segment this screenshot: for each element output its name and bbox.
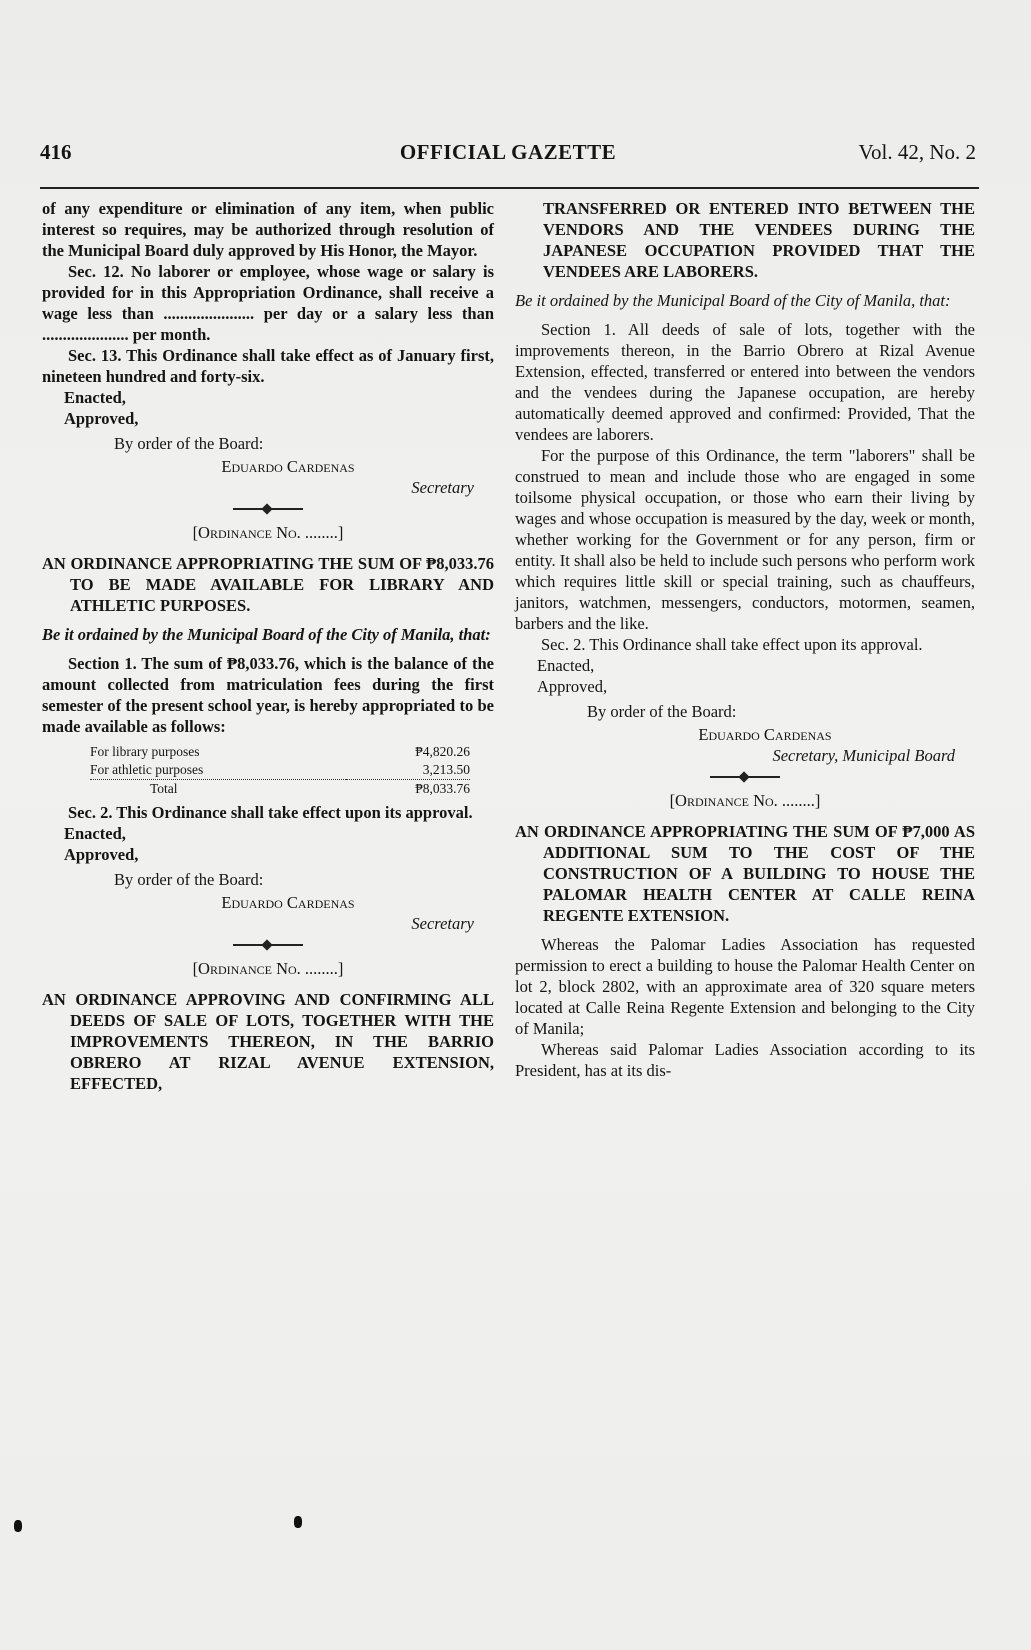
total-amount: ₱8,033.76 bbox=[346, 780, 470, 799]
approved-label: Approved, bbox=[64, 409, 139, 428]
page-number: 416 bbox=[40, 140, 72, 164]
row-amount: 3,213.50 bbox=[422, 762, 470, 777]
row-amount: ₱4,820.26 bbox=[415, 744, 470, 759]
volume-number: Vol. 42, No. 2 bbox=[858, 140, 976, 164]
ordinance-heading-continued: TRANSFERRED OR ENTERED INTO BETWEEN THE VENDORS AND THE VENDEES DURING THE JAPANESE OCCUPATION PROVIDED THAT THE VENDEES ARE LABORERS. bbox=[543, 199, 975, 281]
definition-paragraph: For the purpose of this Ordinance, the term "laborers" shall be construed to mean and include those who are engaged in some toilsome physical occupation, or those who earn their living by wages and whose occupation is measured by the day, week or month, whether working for the Government or for any person, firm or entity. It shall also be held to include such persons who perform work which requires little skill or special training, such as chauffeurs, janitors, watchmen, messengers, conductors, motormen, seamen, barbers and the like. bbox=[515, 446, 975, 633]
header-rule bbox=[40, 187, 979, 189]
signatory-name: Eduardo Cardenas bbox=[221, 893, 355, 912]
paragraph: of any expenditure or elimination of any item, when public interest so requires, may be authorized through resolution of the Municipal Board duly approved by His Honor, the Mayor. bbox=[42, 199, 494, 260]
approved-label: Approved, bbox=[537, 677, 608, 696]
table-row bbox=[90, 761, 470, 780]
ordinance-heading: AN ORDINANCE APPROVING AND CONFIRMING ALL DEEDS OF SALE OF LOTS, TOGETHER WITH THE IMPROVEMENTS THEREON, IN THE BARRIO OBRERO AT RIZAL AVENUE EXTENSION, EFFECTED, bbox=[42, 990, 494, 1093]
right-column bbox=[515, 198, 975, 1081]
total-row bbox=[90, 780, 470, 799]
ordained-clause: Be it ordained by the Municipal Board of the City of Manila, that: bbox=[42, 625, 491, 644]
enacted-label: Enacted, bbox=[537, 656, 595, 675]
signatory-title: Secretary bbox=[411, 478, 474, 497]
appropriation-table bbox=[90, 743, 470, 798]
ordinance-heading: AN ORDINANCE APPROPRIATING THE SUM OF ₱8,033.76 TO BE MADE AVAILABLE FOR LIBRARY AND ATHLETIC PURPOSES. bbox=[42, 554, 494, 615]
page-header bbox=[40, 140, 976, 174]
by-order-line: By order of the Board: bbox=[587, 702, 737, 721]
by-order-line: By order of the Board: bbox=[114, 434, 264, 453]
whereas-clause: Whereas the Palomar Ladies Association has requested permission to erect a building to house the Palomar Health Center on lot 2, block 2802, with an approximate area of 320 square meters located at Calle Reina Regente Extension and belonging to the City of Manila; bbox=[515, 935, 975, 1038]
section-1: Section 1. The sum of ₱8,033.76, which is the balance of the amount collected from matriculation fees during the first semester of the present school year, is hereby appropriated to be made available as follows: bbox=[42, 654, 494, 736]
enacted-label: Enacted, bbox=[64, 824, 126, 843]
whereas-clause: Whereas said Palomar Ladies Association according to its President, has at its dis- bbox=[515, 1040, 975, 1080]
signatory-title: Secretary, Municipal Board bbox=[772, 746, 955, 765]
section-13: Sec. 13. This Ordinance shall take effect as of January first, nineteen hundred and forty-six. bbox=[42, 346, 494, 386]
signatory-name: Eduardo Cardenas bbox=[221, 457, 355, 476]
row-label: For library purposes bbox=[90, 744, 200, 759]
publication-title: OFFICIAL GAZETTE bbox=[399, 140, 617, 164]
section-12: Sec. 12. No laborer or employee, whose wage or salary is provided for in this Appropriation Ordinance, shall receive a wage less than ...................... per day or a salary less than ..................... per month. bbox=[42, 262, 494, 344]
ordained-clause: Be it ordained by the Municipal Board of the City of Manila, that: bbox=[515, 291, 951, 310]
section-divider bbox=[233, 944, 303, 946]
by-order-line: By order of the Board: bbox=[114, 870, 264, 889]
left-column bbox=[42, 198, 494, 1094]
section-1: Section 1. All deeds of sale of lots, together with the improvements thereon, in the Barrio Obrero at Rizal Avenue Extension, effected, transferred or entered into between the vendors and the vendees during the Japanese occupation, are hereby automatically deemed approved and confirmed: Provided, That the vendees are laborers. bbox=[515, 320, 975, 444]
ordinance-number: [Ordinance No. ........] bbox=[192, 959, 344, 978]
punch-hole-mark bbox=[14, 1520, 22, 1532]
punch-hole-mark bbox=[294, 1516, 302, 1528]
ordinance-number: [Ordinance No. ........] bbox=[669, 791, 821, 810]
enacted-label: Enacted, bbox=[64, 388, 126, 407]
section-2: Sec. 2. This Ordinance shall take effect upon its approval. bbox=[68, 803, 473, 822]
ordinance-number: [Ordinance No. ........] bbox=[192, 523, 344, 542]
section-divider bbox=[233, 508, 303, 510]
table-row bbox=[90, 743, 470, 761]
total-label: Total bbox=[90, 780, 346, 799]
row-label: For athletic purposes bbox=[90, 762, 204, 777]
section-2: Sec. 2. This Ordinance shall take effect upon its approval. bbox=[541, 635, 923, 654]
approved-label: Approved, bbox=[64, 845, 139, 864]
signatory-name: Eduardo Cardenas bbox=[698, 725, 832, 744]
signatory-title: Secretary bbox=[411, 914, 474, 933]
section-divider bbox=[710, 776, 780, 778]
ordinance-heading: AN ORDINANCE APPROPRIATING THE SUM OF ₱7,000 AS ADDITIONAL SUM TO THE COST OF THE CONSTRUCTION OF A BUILDING TO HOUSE THE PALOMAR HEALTH CENTER AT CALLE REINA REGENTE EXTENSION. bbox=[515, 822, 975, 925]
